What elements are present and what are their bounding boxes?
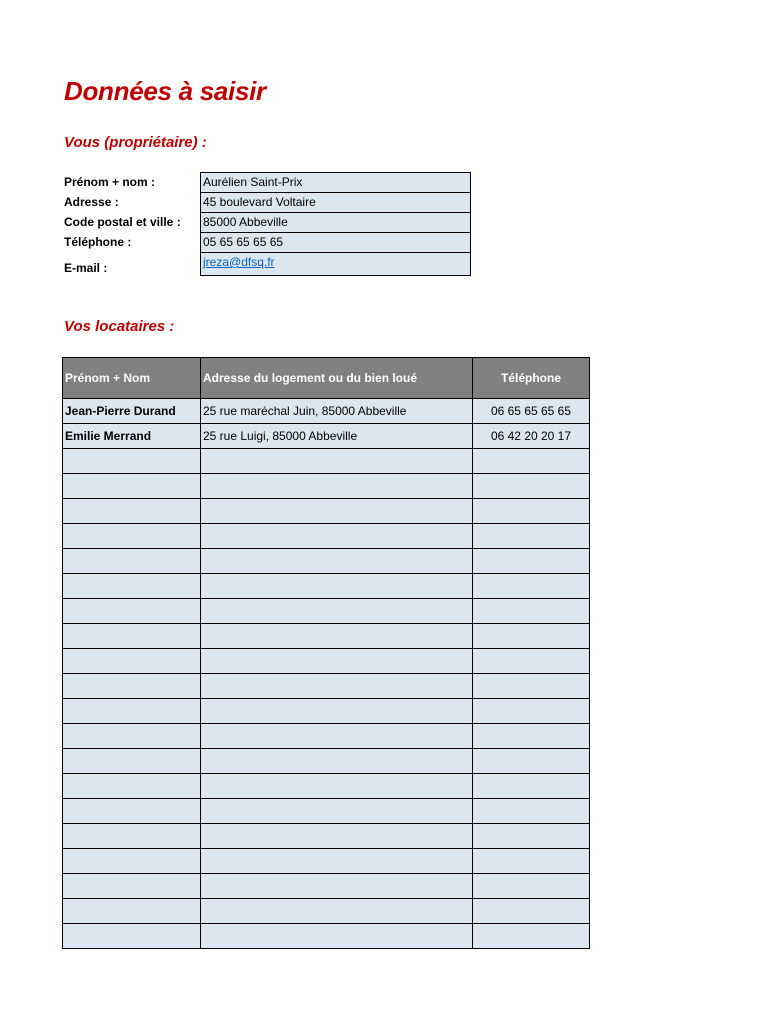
owner-email-link[interactable]: jreza@dfsq.fr <box>203 255 275 269</box>
owner-name-label: Prénom + nom : <box>64 175 156 189</box>
tenant-name-cell[interactable] <box>63 749 201 774</box>
tenant-phone-cell[interactable] <box>473 899 590 924</box>
tenant-address-cell[interactable]: 25 rue Luigi, 85000 Abbeville <box>201 424 473 449</box>
owner-labels <box>64 172 200 280</box>
tenant-address-cell[interactable] <box>201 599 473 624</box>
tenant-phone-cell[interactable] <box>473 674 590 699</box>
owner-section-heading: Vous (propriétaire) : <box>64 134 207 151</box>
table-row <box>63 699 590 724</box>
tenant-address-cell[interactable] <box>201 824 473 849</box>
table-row <box>63 449 590 474</box>
table-row <box>63 849 590 874</box>
table-row <box>63 424 590 449</box>
tenant-phone-cell[interactable] <box>473 649 590 674</box>
tenant-name-cell[interactable] <box>63 874 201 899</box>
tenant-phone-cell[interactable] <box>473 749 590 774</box>
tenant-address-cell[interactable] <box>201 524 473 549</box>
table-row <box>63 474 590 499</box>
tenant-name-cell[interactable] <box>63 474 201 499</box>
tenant-name-cell[interactable] <box>63 549 201 574</box>
table-row <box>63 749 590 774</box>
tenant-name-cell[interactable]: Jean-Pierre Durand <box>63 399 201 424</box>
tenant-name-cell[interactable] <box>63 524 201 549</box>
tenant-name-cell[interactable] <box>63 824 201 849</box>
tenant-address-cell[interactable] <box>201 474 473 499</box>
table-row <box>63 649 590 674</box>
tenant-address-cell[interactable] <box>201 849 473 874</box>
table-row <box>63 924 590 949</box>
tenant-name-cell[interactable] <box>63 699 201 724</box>
table-row <box>63 524 590 549</box>
table-row <box>63 874 590 899</box>
tenant-phone-cell[interactable] <box>473 499 590 524</box>
owner-phone-label: Téléphone : <box>64 235 132 249</box>
column-header-phone: Téléphone <box>473 358 590 399</box>
table-row <box>63 724 590 749</box>
tenants-table-body <box>63 399 590 949</box>
tenant-address-cell[interactable] <box>201 574 473 599</box>
tenant-address-cell[interactable] <box>201 924 473 949</box>
tenant-name-cell[interactable] <box>63 649 201 674</box>
tenant-name-cell[interactable] <box>63 899 201 924</box>
table-row <box>63 624 590 649</box>
owner-name-field[interactable]: Aurélien Saint-Prix <box>201 173 470 193</box>
table-row <box>63 549 590 574</box>
table-row <box>63 574 590 599</box>
tenant-address-cell[interactable] <box>201 624 473 649</box>
owner-values-box <box>200 172 471 276</box>
tenant-phone-cell[interactable] <box>473 449 590 474</box>
tenants-table <box>62 357 590 949</box>
tenant-address-cell[interactable] <box>201 774 473 799</box>
table-row <box>63 599 590 624</box>
tenant-address-cell[interactable] <box>201 499 473 524</box>
tenant-name-cell[interactable] <box>63 724 201 749</box>
tenant-phone-cell[interactable] <box>473 824 590 849</box>
tenant-address-cell[interactable] <box>201 874 473 899</box>
tenant-phone-cell[interactable] <box>473 524 590 549</box>
tenant-phone-cell[interactable] <box>473 924 590 949</box>
table-row <box>63 499 590 524</box>
tenant-phone-cell[interactable] <box>473 724 590 749</box>
tenant-phone-cell[interactable] <box>473 699 590 724</box>
tenant-phone-cell[interactable] <box>473 799 590 824</box>
tenant-phone-cell[interactable] <box>473 474 590 499</box>
tenant-address-cell[interactable]: 25 rue maréchal Juin, 85000 Abbeville <box>201 399 473 424</box>
tenants-header-row <box>63 358 590 399</box>
tenant-name-cell[interactable] <box>63 774 201 799</box>
tenant-phone-cell[interactable] <box>473 574 590 599</box>
tenant-name-cell[interactable] <box>63 674 201 699</box>
tenant-address-cell[interactable] <box>201 899 473 924</box>
tenant-name-cell[interactable]: Emilie Merrand <box>63 424 201 449</box>
tenant-name-cell[interactable] <box>63 499 201 524</box>
tenant-name-cell[interactable] <box>63 574 201 599</box>
tenant-phone-cell[interactable] <box>473 624 590 649</box>
owner-address-label: Adresse : <box>64 195 119 209</box>
tenant-address-cell[interactable] <box>201 549 473 574</box>
tenant-phone-cell[interactable] <box>473 849 590 874</box>
table-row <box>63 674 590 699</box>
owner-postcode-city-label: Code postal et ville : <box>64 215 181 229</box>
column-header-address: Adresse du logement ou du bien loué <box>201 358 473 399</box>
tenant-phone-cell[interactable] <box>473 599 590 624</box>
table-row <box>63 899 590 924</box>
tenant-phone-cell[interactable]: 06 65 65 65 65 <box>473 399 590 424</box>
table-row <box>63 799 590 824</box>
tenant-name-cell[interactable] <box>63 624 201 649</box>
table-row <box>63 399 590 424</box>
tenant-name-cell[interactable] <box>63 449 201 474</box>
tenant-name-cell[interactable] <box>63 849 201 874</box>
tenant-name-cell[interactable] <box>63 924 201 949</box>
tenant-phone-cell[interactable] <box>473 874 590 899</box>
table-row <box>63 824 590 849</box>
tenant-phone-cell[interactable] <box>473 549 590 574</box>
tenant-address-cell[interactable] <box>201 749 473 774</box>
tenant-name-cell[interactable] <box>63 799 201 824</box>
owner-address-field[interactable]: 45 boulevard Voltaire <box>201 193 470 213</box>
tenant-address-cell[interactable] <box>201 699 473 724</box>
tenant-address-cell[interactable] <box>201 449 473 474</box>
tenants-section-heading: Vos locataires : <box>64 318 175 335</box>
tenant-address-cell[interactable] <box>201 674 473 699</box>
tenant-phone-cell[interactable]: 06 42 20 20 17 <box>473 424 590 449</box>
owner-email-field[interactable] <box>201 253 470 275</box>
column-header-name: Prénom + Nom <box>63 358 201 399</box>
owner-email-label: E-mail : <box>64 261 108 275</box>
page-title: Données à saisir <box>64 76 266 106</box>
owner-postcode-city-field[interactable]: 85000 Abbeville <box>201 213 470 233</box>
owner-phone-field[interactable]: 05 65 65 65 65 <box>201 233 470 253</box>
tenant-address-cell[interactable] <box>201 799 473 824</box>
table-row <box>63 774 590 799</box>
tenant-phone-cell[interactable] <box>473 774 590 799</box>
tenant-name-cell[interactable] <box>63 599 201 624</box>
tenant-address-cell[interactable] <box>201 724 473 749</box>
tenant-address-cell[interactable] <box>201 649 473 674</box>
